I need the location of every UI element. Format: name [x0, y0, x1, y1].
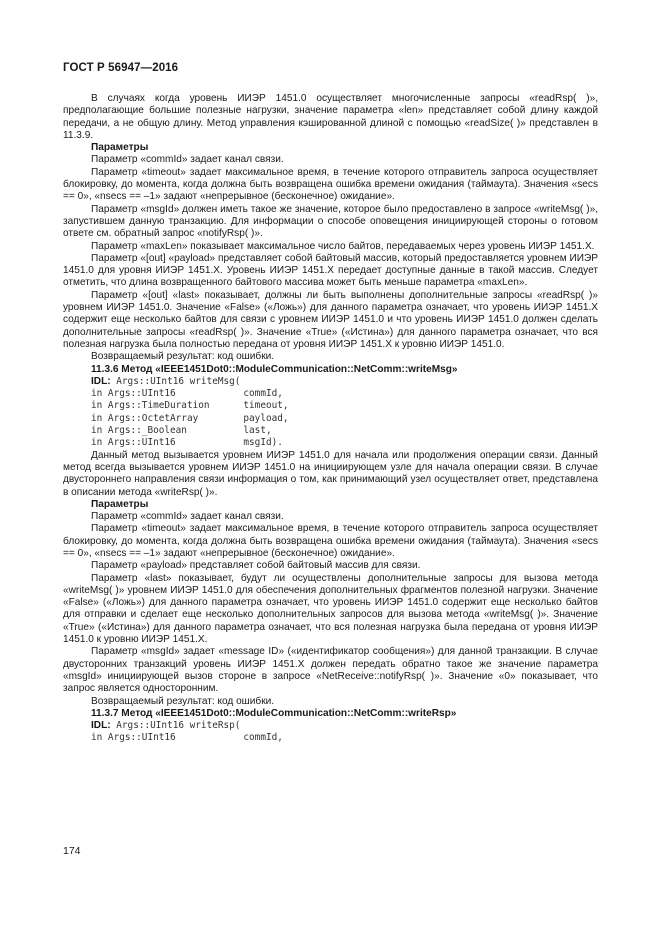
- section-heading: 11.3.6 Метод «IEEE1451Dot0::ModuleCommunication::NetComm::writeMsg»: [91, 363, 458, 375]
- code-line: in Args::UInt16 msgId).: [91, 437, 283, 449]
- paragraph: В случаях когда уровень ИИЭР 1451.0 осуществляет многочисленные запросы «readRsp( )», предполагающие большие полезные нагрузки, значение параметра «len» представляет собой длину каждой передачи, а не общую длину. Метод управления кэшированной длиной с помощью «readSize( )» представлен в 11.3.9.: [63, 93, 598, 141]
- paragraph: Параметр «last» показывает, будут ли осуществлены дополнительные запросы для вызова метода «writeMsg( )» уровнем ИИЭР 1451.0 для обеспечения дополнительных фрагментов полезной нагрузки. Значение «False» («Ложь») для данного параметра означает, что уровень ИИЭР 1451.0 содержит еще несколько байтов для отправки и сделает еще несколько дополнительных запросов для вызова метода «writeMsg( )». Значение «True» («Истина») для данного параметра означает, что вся полезная нагрузка была передана от уровня ИИЭР 1451.0 к уровню ИИЭР 1451.X.: [63, 572, 598, 646]
- code-line: [63, 376, 598, 388]
- paragraph: Параметр «commId» задает канал связи.: [91, 511, 284, 523]
- parameters-heading: Параметры: [91, 498, 149, 510]
- code-line: in Args::_Boolean last,: [91, 425, 272, 437]
- code-line: in Args::TimeDuration timeout,: [91, 400, 289, 412]
- paragraph: Данный метод вызывается уровнем ИИЭР 1451.0 для начала или продолжения операции связи. Данный метод всегда вызывается уровнем ИИЭР 1451.0 на инициирующем узле для начала операции связи. В случае двустороннего направления связи информация о том, как принимающий узел осуществляет ответ, представлена в описании метода «writeRsp( )».: [63, 449, 598, 498]
- paragraph: Возвращаемый результат: код ошибки.: [91, 351, 275, 363]
- paragraph: Параметр «msgId» задает «message ID» («идентификатор сообщения») для данной транзакции. В случае двусторонних транзакций уровень ИИЭР 1451.X должен передать обратно такое же значение параметра «msgId» инициирующей вызов стороне в запросе «NetReceive::notifyRsp( )». Значение «0» показывает, что запрос является односторонним.: [63, 646, 598, 695]
- code-line: in Args::OctetArray payload,: [91, 412, 289, 424]
- document-header: ГОСТ Р 56947—2016: [63, 62, 179, 74]
- parameters-heading: Параметры: [91, 142, 149, 154]
- paragraph: Параметр «maxLen» показывает максимальное число байтов, передаваемых через уровень ИИЭР 1451.X.: [91, 240, 595, 252]
- page-number: 174: [63, 845, 81, 857]
- code-text: Args::UInt16 writeRsp(: [110, 720, 241, 732]
- paragraph: Параметр «commId» задает канал связи.: [91, 154, 284, 166]
- paragraph: Параметр «[out] «payload» представляет собой байтовый массив, который предоставляется уровнем ИИЭР 1451.0 для уровня ИИЭР 1451.X. Уровень ИИЭР 1451.X передает доступные данные в такой массив. Следует отметить, что длина возвращенного байтового массива может быть меньше параметра «maxLen».: [63, 252, 598, 289]
- idl-keyword: IDL:: [91, 720, 111, 732]
- code-line: in Args::UInt16 commId,: [91, 388, 283, 400]
- document-body: [63, 93, 598, 745]
- code-line: [63, 720, 598, 732]
- code-text: Args::UInt16 writeMsg(: [110, 375, 241, 387]
- paragraph: Параметр «payload» представляет собой байтовый массив для связи.: [91, 560, 421, 572]
- paragraph: Параметр «msgId» должен иметь такое же значение, которое было предоставлено в запросе «writeMsg( )», запустившем данную транзакцию. Для информации о способе оповещения инициирующей стороны о готовом ответе см. обратный запрос «notifyRsp( )».: [63, 203, 598, 240]
- code-line: in Args::UInt16 commId,: [91, 732, 283, 744]
- paragraph: Параметр «[out] «last» показывает, должны ли быть выполнены дополнительные запросы «readRsp( )» уровнем ИИЭР 1451.0. Значение «False» («Ложь») для данного параметра означает, что уровень ИИЭР 1451.X содержит еще несколько байтов для связи с уровнем ИИЭР 1451.0 и что уровень ИИЭР 1451.0 должен сделать дополнительные запросы «readRsp( )». Значение «True» («Истина») для данного параметра означает, что вся полезная нагрузка была полностью передана от уровня ИИЭР 1451.X к уровню ИИЭР 1451.0.: [63, 289, 598, 350]
- paragraph: Параметр «timeout» задает максимальное время, в течение которого отправитель запроса осуществляет блокировку, до момента, когда должна быть возвращена ошибка времени ожидания (таймаута). Значения «secs == 0», «nsecs == –1» задают «непрерывное (бесконечное) ожидание».: [63, 523, 598, 559]
- paragraph: Возвращаемый результат: код ошибки.: [91, 695, 275, 707]
- section-heading: 11.3.7 Метод «IEEE1451Dot0::ModuleCommunication::NetComm::writeRsp»: [91, 707, 457, 719]
- paragraph: Параметр «timeout» задает максимальное время, в течение которого отправитель запроса осуществляет блокировку, до момента, когда должна быть возвращена ошибка времени ожидания (таймаута). Значения «secs == 0», «nsecs == –1» задают «непрерывное (бесконечное) ожидание».: [63, 166, 598, 203]
- idl-keyword: IDL:: [91, 375, 111, 387]
